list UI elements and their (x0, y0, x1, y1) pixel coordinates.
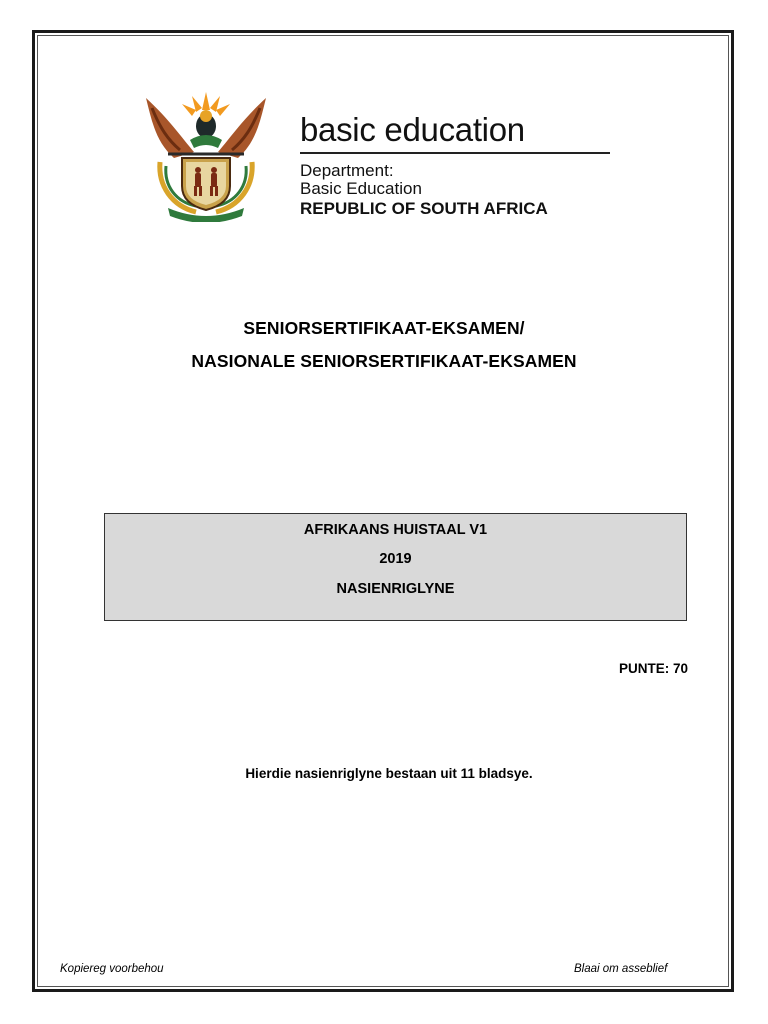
exam-year: 2019 (379, 551, 412, 567)
department-text (300, 112, 610, 219)
subject-name: AFRIKAANS HUISTAAL V1 (303, 522, 488, 538)
footer-copyright: Kopiereg voorbehou (60, 963, 164, 975)
exam-title-line-2: NASIONALE SENIORSERTIFIKAAT-EKSAMEN (191, 351, 577, 371)
department-header (138, 78, 618, 228)
total-marks: PUNTE: 70 (618, 661, 688, 676)
department-label: Department: (300, 161, 394, 180)
country-name: REPUBLIC OF SOUTH AFRICA (300, 199, 548, 218)
brand-name: basic education (300, 112, 610, 154)
footer-turn-page: Blaai om asseblief (574, 963, 668, 975)
subject-box (104, 513, 687, 621)
department-name: Basic Education (300, 179, 422, 198)
document-type: NASIENRIGLYNE (336, 581, 455, 597)
page-count-note: Hierdie nasienriglyne bestaan uit 11 bladsye. (245, 766, 533, 781)
coat-of-arms-icon (138, 82, 274, 222)
exam-title-line-1: SENIORSERTIFIKAAT-EKSAMEN/ (243, 318, 525, 338)
